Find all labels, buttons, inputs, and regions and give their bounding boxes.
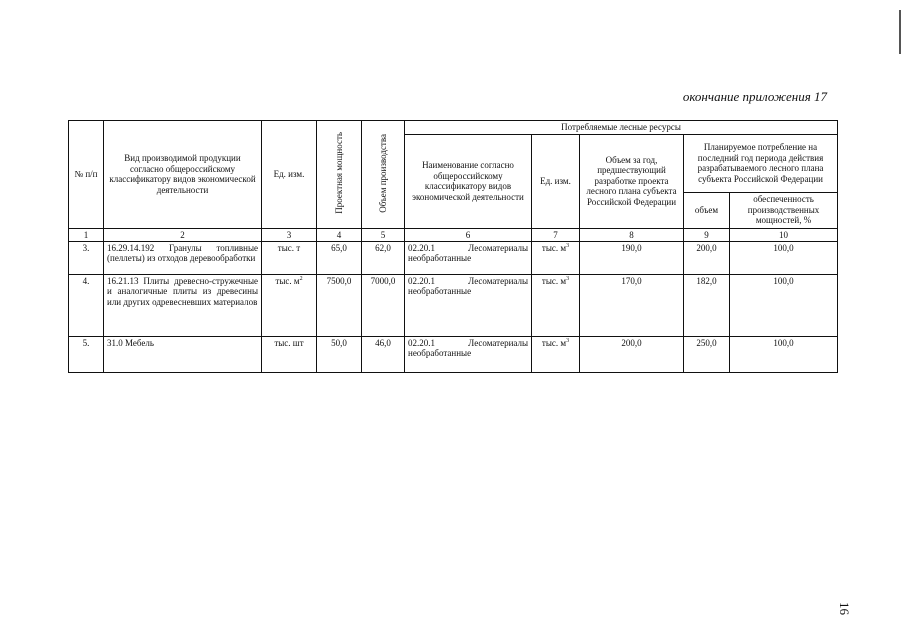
- row-unit: тыс. т: [262, 241, 317, 274]
- header-num: № п/п: [69, 121, 104, 229]
- row-planned-supply: 100,0: [730, 241, 838, 274]
- row-unit: тыс. шт: [262, 336, 317, 372]
- row-res-name: 02.20.1 Лесоматериалы необработанные: [405, 274, 532, 336]
- row-volume: 46,0: [362, 336, 405, 372]
- header-planned-volume: объем: [684, 192, 730, 228]
- header-resources-group: Потребляемые лесные ресурсы: [405, 121, 838, 135]
- row-res-unit: тыс. $м^3$: [532, 336, 580, 372]
- row-planned-volume: 200,0: [684, 241, 730, 274]
- header-res-unit: Ед. изм.: [532, 134, 580, 228]
- column-number: 9: [684, 228, 730, 241]
- row-planned-volume: 182,0: [684, 274, 730, 336]
- header-unit: Ед. изм.: [262, 121, 317, 229]
- column-number: 8: [580, 228, 684, 241]
- row-product: 16.21.13 Плиты древесно-стружечные и аналогичные плиты из древесины или других одревесневших материалов: [104, 274, 262, 336]
- row-capacity: 50,0: [317, 336, 362, 372]
- forest-resources-table: [68, 120, 838, 373]
- column-number: 1: [69, 228, 104, 241]
- page-number: 16: [837, 602, 852, 615]
- header-volume: Объем производства: [362, 121, 405, 229]
- table-row: [69, 241, 838, 274]
- row-res-volume-year: 170,0: [580, 274, 684, 336]
- row-num: 4.: [69, 274, 104, 336]
- column-numbers-row: [69, 228, 838, 241]
- row-num: 3.: [69, 241, 104, 274]
- column-number: 5: [362, 228, 405, 241]
- row-planned-supply: 100,0: [730, 336, 838, 372]
- header-planned-supply: обеспеченность производственных мощностей, %: [730, 192, 838, 228]
- row-res-unit: тыс. $м^3$: [532, 274, 580, 336]
- row-unit: тыс. $м^2$: [262, 274, 317, 336]
- row-res-name: 02.20.1 Лесоматериалы необработанные: [405, 241, 532, 274]
- header-product: Вид производимой продукции согласно общероссийскому классификатору видов экономической деятельности: [104, 121, 262, 229]
- row-capacity: 7500,0: [317, 274, 362, 336]
- header-planned-group: Планируемое потребление на последний год периода действия разрабатываемого лесного плана субъекта Российской Федерации: [684, 134, 838, 192]
- header-res-name: Наименование согласно общероссийскому классификатору видов экономической деятельности: [405, 134, 532, 228]
- row-planned-volume: 250,0: [684, 336, 730, 372]
- appendix-caption: окончание приложения 17: [682, 89, 827, 104]
- row-capacity: 65,0: [317, 241, 362, 274]
- column-number: 6: [405, 228, 532, 241]
- row-num: 5.: [69, 336, 104, 372]
- row-res-name: 02.20.1 Лесоматериалы необработанные: [405, 336, 532, 372]
- row-res-volume-year: 190,0: [580, 241, 684, 274]
- header-capacity: Проектная мощность: [317, 121, 362, 229]
- row-product: 16.29.14.192 Гранулы топливные (пеллеты) из отходов деревообработки: [104, 241, 262, 274]
- row-res-volume-year: 200,0: [580, 336, 684, 372]
- column-number: 4: [317, 228, 362, 241]
- row-planned-supply: 100,0: [730, 274, 838, 336]
- row-volume: 62,0: [362, 241, 405, 274]
- column-number: 2: [104, 228, 262, 241]
- column-number: 7: [532, 228, 580, 241]
- scan-edge-mark: [899, 10, 901, 54]
- row-volume: 7000,0: [362, 274, 405, 336]
- row-product: 31.0 Мебель: [104, 336, 262, 372]
- table-row: [69, 336, 838, 372]
- column-number: 3: [262, 228, 317, 241]
- column-number: 10: [730, 228, 838, 241]
- table-row: [69, 274, 838, 336]
- header-res-volume-year: Объем за год, предшествующий разработке проекта лесного плана субъекта Российской Федерации: [580, 134, 684, 228]
- row-res-unit: тыс. $м^3$: [532, 241, 580, 274]
